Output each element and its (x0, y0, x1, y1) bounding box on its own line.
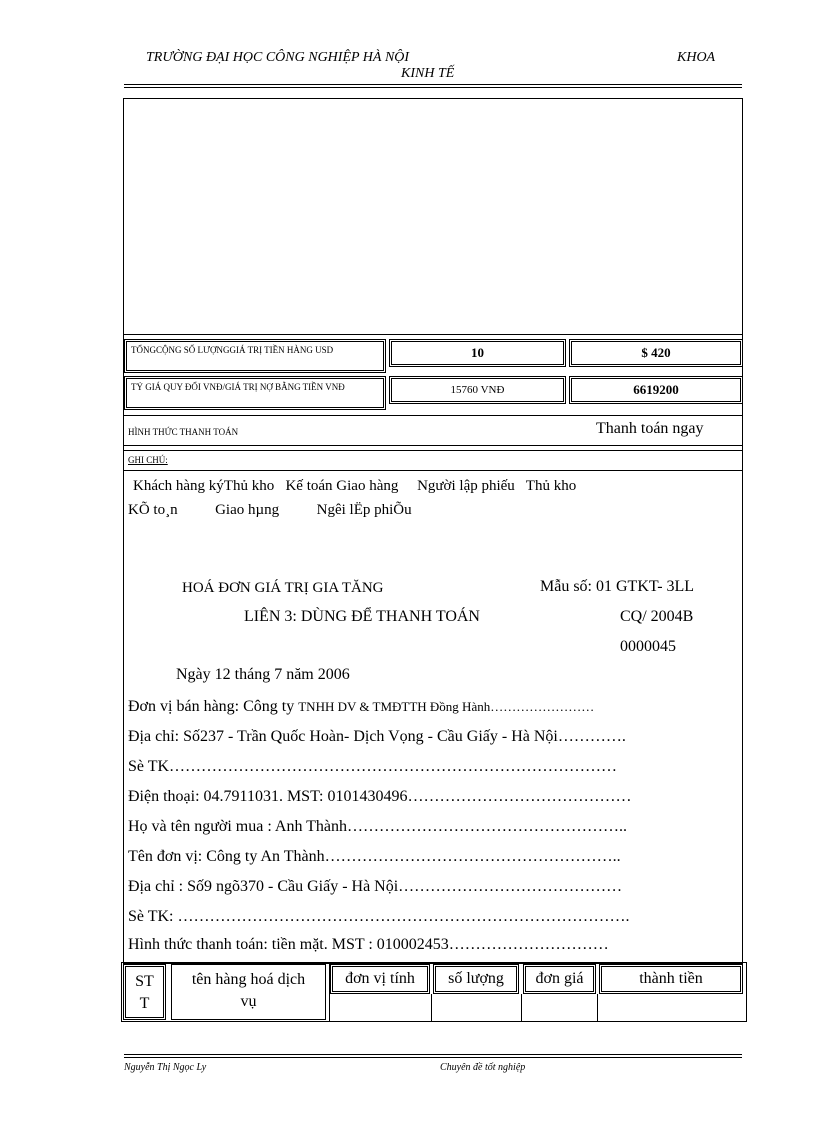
buyer-name: Họ và tên người mua : Anh Thành…………………………………………….. (128, 818, 628, 835)
table-divider (597, 994, 598, 1022)
signature-row-1: Khách hàng kýThủ kho Kế toán Giao hàng Người lập phiếu Thủ kho (133, 478, 577, 494)
invoice-series: CQ/ 2004B (620, 608, 694, 625)
invoice-copy: LIÊN 3: DÙNG ĐỂ THANH TOÁN (244, 608, 480, 625)
university-name: TRƯỜNG ĐẠI HỌC CÔNG NGHIỆP HÀ NỘI (146, 50, 410, 65)
blank-area (124, 99, 742, 335)
signature-row-2: KÕ to¸n Giao hµng Ngêi lËp phiÕu (128, 502, 412, 518)
col-amount: thành tiền (599, 964, 743, 994)
invoice-form-no: Mẫu số: 01 GTKT- 3LL (540, 578, 695, 595)
footer-rule (124, 1054, 742, 1055)
payment-label: HÌNH THỨC THANH TOÁN (128, 427, 239, 437)
table-divider (431, 994, 432, 1022)
faculty-name: KINH TẾ (401, 66, 455, 81)
invoice-date: Ngày 12 tháng 7 năm 2006 (176, 666, 350, 683)
payment-method: Hình thức thanh toán: tiền mặt. MST : 010002453………………………… (128, 936, 609, 953)
payment-row (123, 415, 743, 446)
invoice-number: 0000045 (620, 638, 676, 655)
header-rule (124, 84, 742, 85)
buyer-account: Sè TK: …………………………………………………………………………. (128, 908, 630, 925)
total-usd-cell: $ 420 (569, 339, 743, 367)
col-quantity: số lượng (433, 964, 519, 994)
col-price: đơn giá (523, 964, 596, 994)
col-stt: ST T (123, 964, 166, 1020)
invoice-title: HOÁ ĐƠN GIÁ TRỊ GIA TĂNG (182, 580, 384, 596)
rate-label-cell: TỶ GIÁ QUY ĐỔI VNĐ/GIÁ TRỊ NỢ BẰNG TIỀN VNĐ (124, 376, 386, 410)
note-row (123, 450, 743, 471)
total-qty-cell: 10 (389, 339, 566, 367)
note-label: GHI CHÚ: (128, 455, 168, 465)
footer-rule-2 (124, 1057, 742, 1058)
header-rule-2 (124, 87, 742, 88)
buyer-address: Địa chỉ : Số9 ngõ370 - Cầu Giấy - Hà Nội…………………………………… (128, 878, 623, 895)
table-divider (521, 994, 522, 1022)
footer-author: Nguyễn Thị Ngọc Ly (124, 1062, 207, 1073)
seller-phone: Điện thoại: 04.7911031. MST: 0101430496…………………………………… (128, 788, 632, 805)
buyer-company: Tên đơn vị: Công ty An Thành……………………………………………….. (128, 848, 621, 865)
col-unit: đơn vị tính (330, 964, 430, 994)
total-vnd-cell: 6619200 (569, 376, 743, 404)
col-item-name: tên hàng hoá dịch vụ (171, 964, 326, 1020)
seller-account: Sè TK………………………………………………………………………… (128, 758, 618, 775)
footer-topic: Chuyên đề tốt nghiệp (440, 1062, 526, 1073)
rate-value-cell: 15760 VNĐ (389, 376, 566, 404)
total-label-cell: TỔNGCỘNG SỐ LƯỢNGGIÁ TRỊ TIỀN HÀNG USD (124, 339, 386, 373)
seller-line: Đơn vị bán hàng: Công ty TNHH DV & TMĐTTH Đồng Hành…………………… (128, 698, 595, 715)
payment-value: Thanh toán ngay (596, 420, 704, 437)
faculty-label: KHOA (677, 50, 716, 65)
table-divider (329, 964, 330, 1022)
seller-address: Địa chỉ: Số237 - Trần Quốc Hoàn- Dịch Vọng - Cầu Giấy - Hà Nội…………. (128, 728, 626, 745)
